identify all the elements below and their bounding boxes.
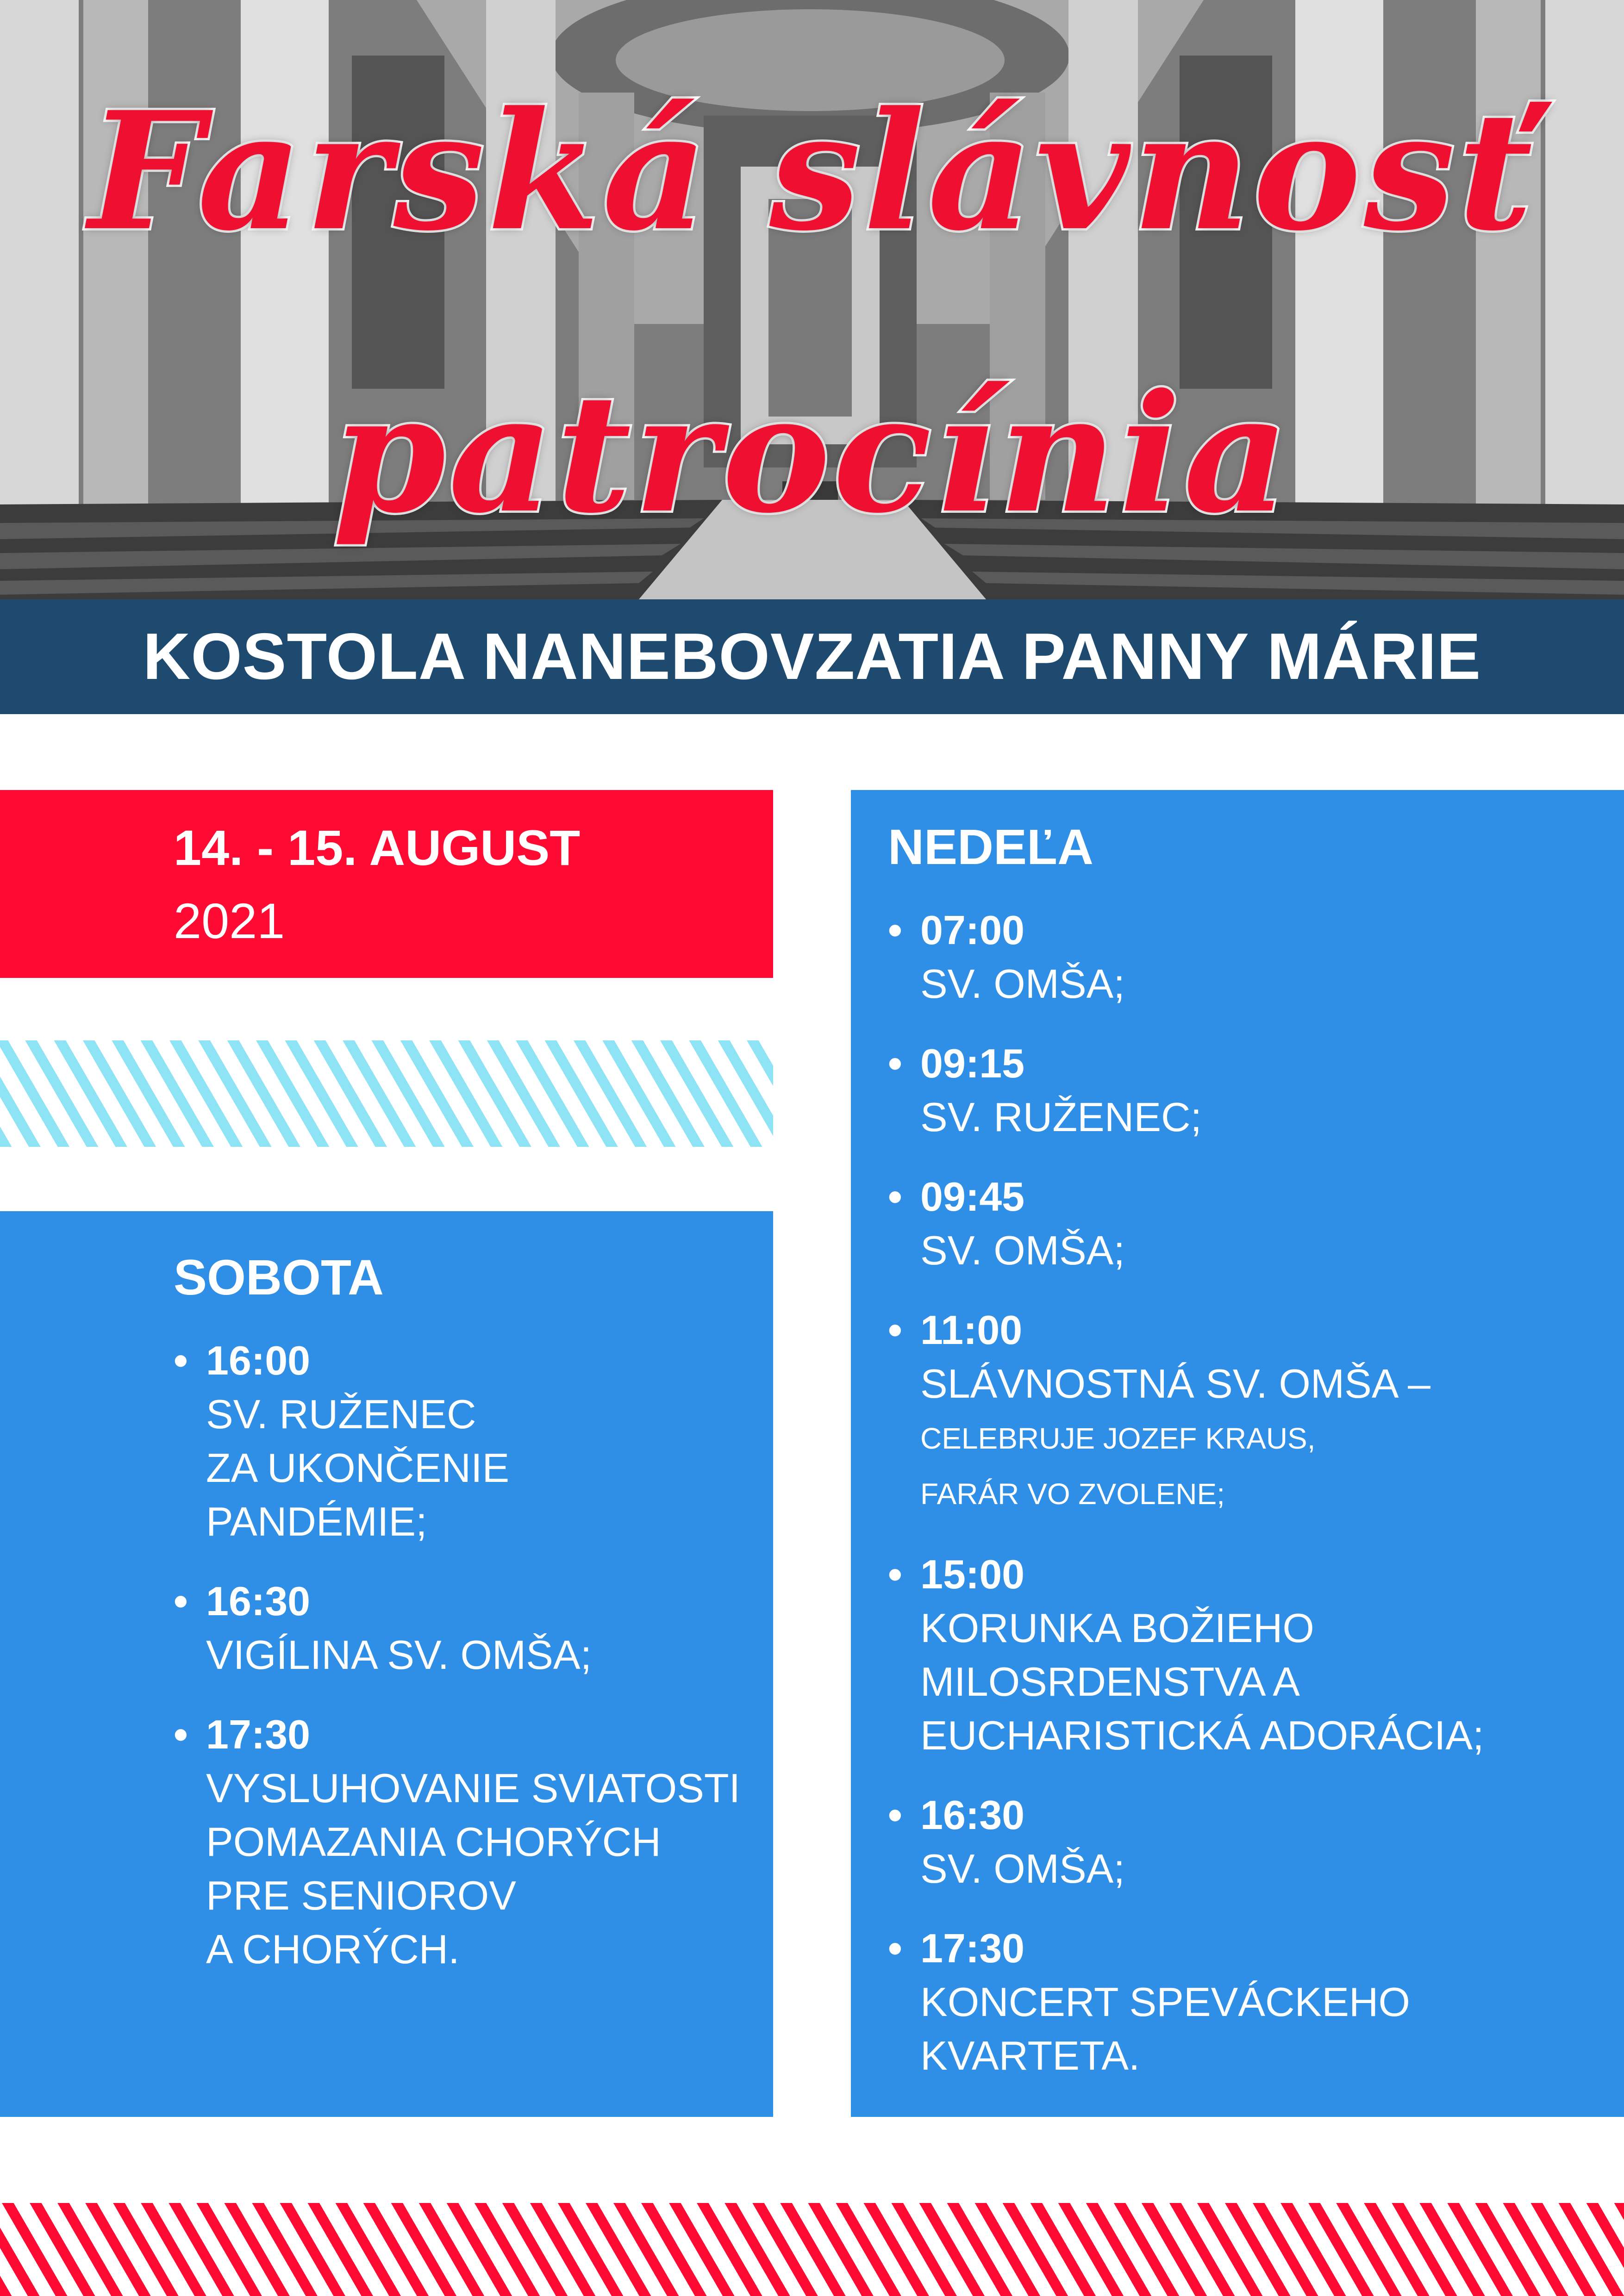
church-interior-photo (0, 0, 1624, 599)
bullet: • (888, 1040, 902, 1086)
event-description: VYSLUHOVANIE SVIATOSTI POMAZANIA CHORÝCH PRE SENIOROV A CHORÝCH. (206, 1765, 741, 1972)
saturday-panel (0, 1211, 773, 2117)
event-time: 16:30 (206, 1578, 311, 1624)
list-item (888, 1922, 1610, 2083)
event-description: KONCERT SPEVÁCKEHO KVARTETA. (920, 1979, 1410, 2078)
bullet: • (888, 1551, 902, 1597)
list-item (888, 1037, 1610, 1144)
list-item (888, 1548, 1610, 1762)
event-time: 11:00 (920, 1307, 1023, 1353)
church-name-banner (0, 599, 1624, 714)
event-description: SV. OMŠA; (920, 961, 1125, 1007)
event-description: KORUNKA BOŽIEHO MILOSRDENSTVA A EUCHARISTICKÁ ADORÁCIA; (920, 1605, 1484, 1758)
list-item (888, 1788, 1610, 1896)
church-name: KOSTOLA NANEBOVZATIA PANNY MÁRIE (143, 620, 1481, 693)
saturday-event-list (174, 1334, 762, 2002)
decorative-red-stripes (0, 2203, 1624, 2296)
bullet: • (888, 1792, 902, 1838)
event-time: 09:45 (920, 1174, 1025, 1220)
bullet: • (888, 1307, 902, 1353)
event-title-line2: patrocínia (332, 358, 1292, 549)
sunday-title: NEDEĽA (888, 819, 1094, 875)
list-item (888, 1303, 1610, 1522)
date-year: 2021 (174, 893, 285, 949)
event-description: VIGÍLINA SV. OMŠA; (206, 1632, 592, 1678)
event-description: SV. OMŠA; (920, 1846, 1125, 1892)
saturday-title: SOBOTA (174, 1249, 384, 1305)
bullet: • (174, 1578, 188, 1624)
event-time: 17:30 (206, 1711, 311, 1757)
bullet: • (888, 907, 902, 953)
list-item (174, 1334, 762, 1549)
sunday-event-list (888, 903, 1610, 2109)
list-item (888, 1170, 1610, 1277)
event-time: 15:00 (920, 1551, 1025, 1597)
bullet: • (888, 1925, 902, 1971)
event-time: 16:30 (920, 1792, 1025, 1838)
bullet: • (174, 1338, 188, 1383)
sunday-panel (851, 790, 1624, 2117)
event-description: SV. RUŽENEC; (920, 1094, 1202, 1140)
event-time: 07:00 (920, 907, 1025, 953)
list-item (888, 903, 1610, 1011)
date-range: 14. - 15. AUGUST (174, 820, 581, 876)
date-box (0, 790, 773, 978)
list-item (174, 1708, 762, 1976)
bullet: • (888, 1174, 902, 1220)
event-time: 17:30 (920, 1925, 1025, 1971)
event-description: SV. RUŽENEC ZA UKONČENIE PANDÉMIE; (206, 1391, 510, 1544)
bullet: • (174, 1711, 188, 1757)
list-item (174, 1574, 762, 1682)
event-title-line1: Farská slávnosť (88, 76, 1536, 267)
event-time: 16:00 (206, 1338, 311, 1383)
event-note: CELEBRUJE JOZEF KRAUS, FARÁR VO ZVOLENE; (920, 1422, 1316, 1511)
event-time: 09:15 (920, 1040, 1025, 1086)
event-description: SLÁVNOSTNÁ SV. OMŠA – (920, 1361, 1431, 1406)
decorative-cyan-stripes (0, 1040, 773, 1147)
event-description: SV. OMŠA; (920, 1227, 1125, 1273)
